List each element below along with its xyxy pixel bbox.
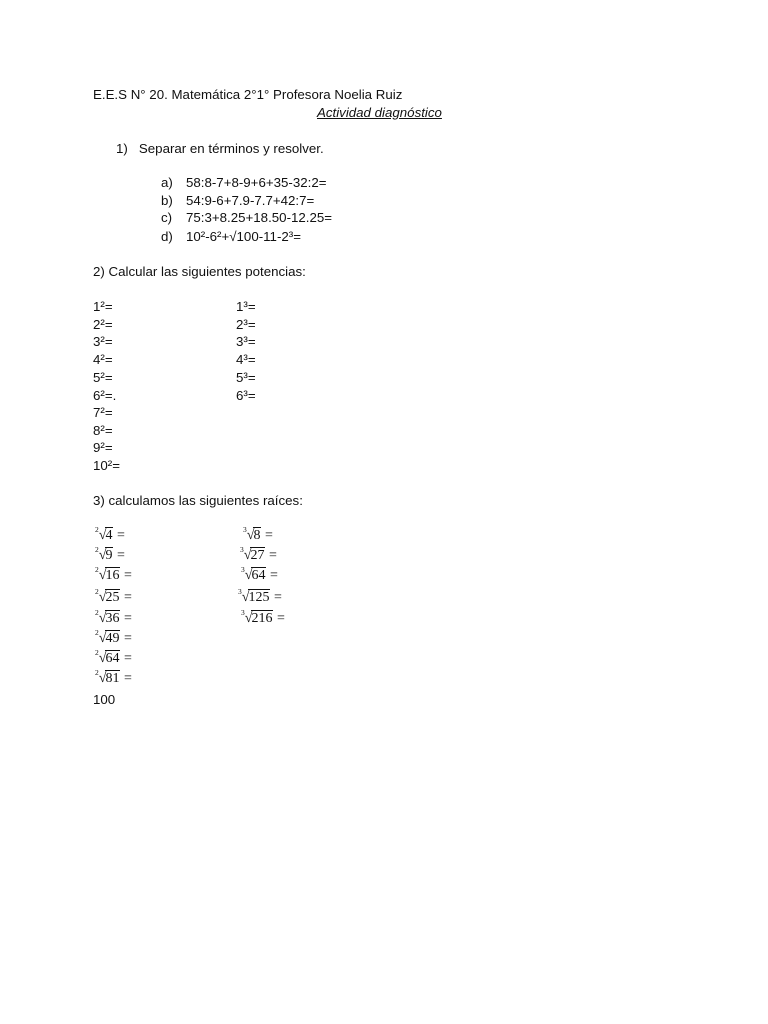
cube-2: 2³= <box>236 317 256 332</box>
square-1: 1²= <box>93 299 113 314</box>
sqrt-36: $^2$√36 = <box>95 608 132 626</box>
square-3: 3²= <box>93 334 113 349</box>
equals-sign: = <box>120 671 132 686</box>
root-index: 2 <box>95 545 99 554</box>
item-b-letter: b) <box>161 193 173 208</box>
root-index: 2 <box>95 587 99 596</box>
section1-title: 1) Separar en términos y resolver. <box>116 141 324 156</box>
square-7: 7²= <box>93 405 113 420</box>
radicand: 25 <box>105 590 120 605</box>
radicand: 64 <box>251 568 266 583</box>
cube-6: 6³= <box>236 388 256 403</box>
radicand: 49 <box>105 631 120 646</box>
radicand: 81 <box>105 671 120 686</box>
cbrt-216: $^3$√216 = <box>241 608 285 626</box>
root-index: 2 <box>95 608 99 617</box>
item-a-letter: a) <box>161 175 173 190</box>
cbrt-8: $^3$√8 = <box>243 525 273 543</box>
equals-sign: = <box>113 528 125 543</box>
item-d-expression: 10²-6²+√100-11-2³= <box>186 229 301 244</box>
root-index: 2 <box>95 648 99 657</box>
radicand: 27 <box>250 548 265 563</box>
equals-sign: = <box>120 568 132 583</box>
root-index: 2 <box>95 628 99 637</box>
equals-sign: = <box>265 548 277 563</box>
radicand: 64 <box>105 651 120 666</box>
root-index: 2 <box>95 565 99 574</box>
radicand: 8 <box>253 528 261 543</box>
equals-sign: = <box>120 631 132 646</box>
square-4: 4²= <box>93 352 113 367</box>
root-index: 3 <box>240 545 244 554</box>
document-subtitle: Actividad diagnóstico <box>317 105 442 120</box>
sqrt-81: $^2$√81 = <box>95 668 132 686</box>
sqrt-49: $^2$√49 = <box>95 628 132 646</box>
equals-sign: = <box>113 548 125 563</box>
document-title: E.E.S N° 20. Matemática 2°1° Profesora Noelia Ruiz <box>93 87 403 102</box>
cbrt-125: $^3$√125 = <box>238 587 282 605</box>
square-5: 5²= <box>93 370 113 385</box>
square-10: 10²= <box>93 458 120 473</box>
equals-sign: = <box>261 528 273 543</box>
root-index: 3 <box>243 525 247 534</box>
root-index: 3 <box>238 587 242 596</box>
radicand: 216 <box>251 611 273 626</box>
equals-sign: = <box>120 651 132 666</box>
equals-sign: = <box>120 590 132 605</box>
square-9: 9²= <box>93 440 113 455</box>
root-index: 2 <box>95 668 99 677</box>
item-c-expression: 75:3+8.25+18.50-12.25= <box>186 210 333 225</box>
radicand: 4 <box>105 528 113 543</box>
sqrt-25: $^2$√25 = <box>95 587 132 605</box>
cbrt-64: $^3$√64 = <box>241 565 278 583</box>
radicand: 9 <box>105 548 113 563</box>
section3-title: 3) calculamos las siguientes raíces: <box>93 493 303 508</box>
equals-sign: = <box>270 590 282 605</box>
square-6: 6²=. <box>93 388 117 403</box>
square-2: 2²= <box>93 317 113 332</box>
radicand: 16 <box>105 568 120 583</box>
radicand: 36 <box>105 611 120 626</box>
sqrt-4: $^2$√4 = <box>95 525 125 543</box>
item-b-expression: 54:9-6+7.9-7.7+42:7= <box>186 193 315 208</box>
cube-5: 5³= <box>236 370 256 385</box>
item-c-letter: c) <box>161 210 173 225</box>
equals-sign: = <box>266 568 278 583</box>
root-index: 3 <box>241 565 245 574</box>
equals-sign: = <box>120 611 132 626</box>
sqrt-16: $^2$√16 = <box>95 565 132 583</box>
item-a-expression: 58:8-7+8-9+6+35-32:2= <box>186 175 327 190</box>
section2-title: 2) Calcular las siguientes potencias: <box>93 264 306 279</box>
root-index: 3 <box>241 608 245 617</box>
sqrt-9: $^2$√9 = <box>95 545 125 563</box>
cbrt-27: $^3$√27 = <box>240 545 277 563</box>
cube-3: 3³= <box>236 334 256 349</box>
item-d-letter: d) <box>161 229 173 244</box>
sqrt-64: $^2$√64 = <box>95 648 132 666</box>
square-8: 8²= <box>93 423 113 438</box>
radicand: 125 <box>248 590 270 605</box>
trailing-number: 100 <box>93 692 116 707</box>
cube-4: 4³= <box>236 352 256 367</box>
root-index: 2 <box>95 525 99 534</box>
equals-sign: = <box>273 611 285 626</box>
cube-1: 1³= <box>236 299 256 314</box>
